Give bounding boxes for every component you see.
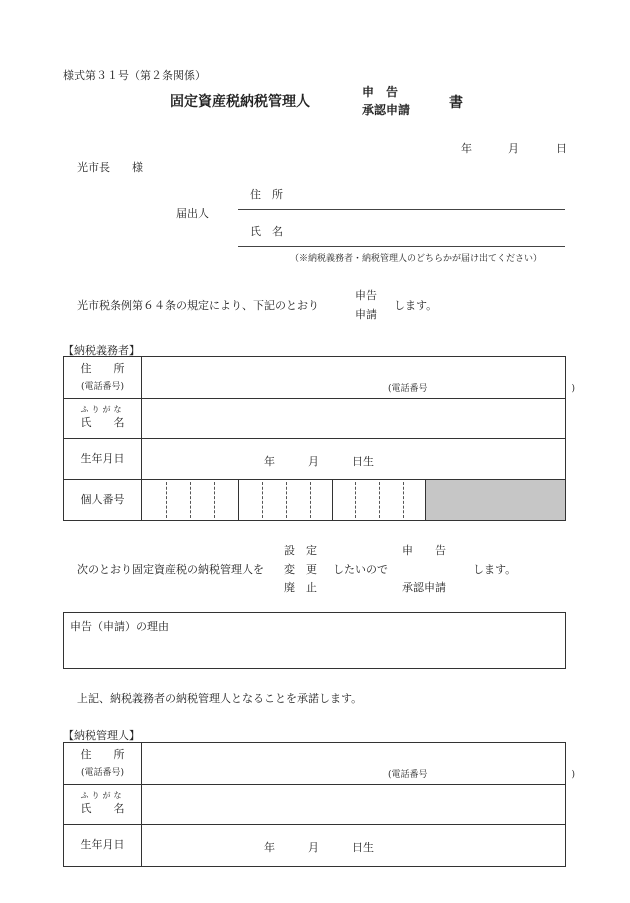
manager-name-field[interactable] bbox=[142, 785, 566, 825]
purpose-prefix: 次のとおり固定資産税の納税管理人を bbox=[77, 563, 264, 576]
id-digit-divider bbox=[190, 482, 191, 518]
taxpayer-phone-field: (電話番号 ) bbox=[388, 384, 576, 394]
id-shaded-area bbox=[425, 480, 565, 520]
taxpayer-furigana-label: ふりがな bbox=[80, 404, 125, 414]
taxpayer-name-label: 氏 名 bbox=[80, 415, 125, 429]
manager-birth-label: 生年月日 bbox=[64, 825, 142, 867]
title-suffix: 書 bbox=[449, 95, 463, 111]
taxpayer-birth-suffix: 年 月 日生 bbox=[264, 455, 374, 468]
taxpayer-birth-label: 生年月日 bbox=[64, 439, 142, 480]
purpose-mid: したいので bbox=[333, 563, 388, 576]
purpose-suffix: します。 bbox=[473, 563, 517, 576]
action-abolish: 廃 止 bbox=[284, 581, 317, 594]
taxpayer-address-field[interactable] bbox=[142, 357, 576, 399]
statement-prefix: 光市税条例第６４条の規定により、下記のとおり bbox=[77, 299, 319, 312]
id-group-divider bbox=[332, 480, 333, 520]
manager-birth-field[interactable] bbox=[142, 825, 566, 867]
form-title: 固定資産税納税管理人 bbox=[170, 94, 310, 110]
manager-table bbox=[63, 742, 576, 867]
taxpayer-address-cell bbox=[64, 357, 142, 399]
statement-option-report: 申告 bbox=[355, 289, 377, 302]
acceptance-statement: 上記、納税義務者の納税管理人となることを承諾します。 bbox=[77, 692, 363, 705]
form-number: 様式第３１号（第２条関係） bbox=[63, 69, 206, 82]
manager-phone-label: (電話番号) bbox=[80, 767, 125, 778]
reason-box[interactable] bbox=[63, 612, 566, 669]
date-month: 月 bbox=[508, 142, 519, 155]
taxpayer-id-label: 個人番号 bbox=[64, 480, 142, 521]
manager-address-cell bbox=[64, 743, 142, 785]
taxpayer-address-label: 住 所 bbox=[80, 362, 125, 375]
manager-furigana-label: ふりがな bbox=[80, 790, 125, 800]
id-digit-divider bbox=[403, 482, 404, 518]
applicant-label: 届出人 bbox=[176, 207, 209, 220]
taxpayer-name-cell bbox=[64, 399, 142, 439]
taxpayer-birth-field[interactable] bbox=[142, 439, 566, 480]
applicant-address-line[interactable] bbox=[238, 209, 565, 210]
title-option-report: 申 告 bbox=[362, 85, 399, 99]
manager-heading: 【納税管理人】 bbox=[63, 729, 140, 742]
id-digit-divider bbox=[379, 482, 380, 518]
taxpayer-table bbox=[63, 356, 576, 521]
action-change: 変 更 bbox=[284, 563, 317, 576]
manager-birth-suffix: 年 月 日生 bbox=[264, 841, 374, 854]
applicant-address-label: 住 所 bbox=[250, 188, 283, 201]
purpose-option-approval: 承認申請 bbox=[402, 581, 446, 594]
applicant-note: （※納税義務者・納税管理人のどちらかが届け出てください） bbox=[290, 254, 543, 264]
manager-name-cell bbox=[64, 785, 142, 825]
statement-option-apply: 申請 bbox=[355, 308, 377, 321]
date-day: 日 bbox=[556, 142, 567, 155]
statement-suffix: します。 bbox=[394, 299, 438, 312]
manager-address-label: 住 所 bbox=[80, 748, 125, 761]
manager-phone-field: (電話番号 ) bbox=[388, 770, 576, 780]
id-digit-divider bbox=[214, 482, 215, 518]
manager-address-field[interactable] bbox=[142, 743, 576, 785]
id-digit-divider bbox=[286, 482, 287, 518]
taxpayer-phone-label: (電話番号) bbox=[80, 381, 125, 392]
id-group-divider bbox=[238, 480, 239, 520]
purpose-option-report: 申 告 bbox=[402, 544, 446, 557]
id-digit-divider bbox=[166, 482, 167, 518]
taxpayer-id-field[interactable] bbox=[142, 480, 566, 521]
reason-label: 申告（申請）の理由 bbox=[70, 620, 169, 633]
taxpayer-name-field[interactable] bbox=[142, 399, 566, 439]
title-option-approval: 承認申請 bbox=[362, 103, 411, 117]
action-set: 設 定 bbox=[284, 544, 317, 557]
manager-name-label: 氏 名 bbox=[80, 801, 125, 815]
id-digit-divider bbox=[355, 482, 356, 518]
id-digit-divider bbox=[310, 482, 311, 518]
addressee: 光市長 様 bbox=[77, 161, 143, 174]
applicant-name-label: 氏 名 bbox=[250, 225, 283, 238]
id-digit-divider bbox=[262, 482, 263, 518]
date-year: 年 bbox=[461, 142, 472, 155]
applicant-name-line[interactable] bbox=[238, 246, 565, 247]
taxpayer-heading: 【納税義務者】 bbox=[63, 344, 140, 357]
